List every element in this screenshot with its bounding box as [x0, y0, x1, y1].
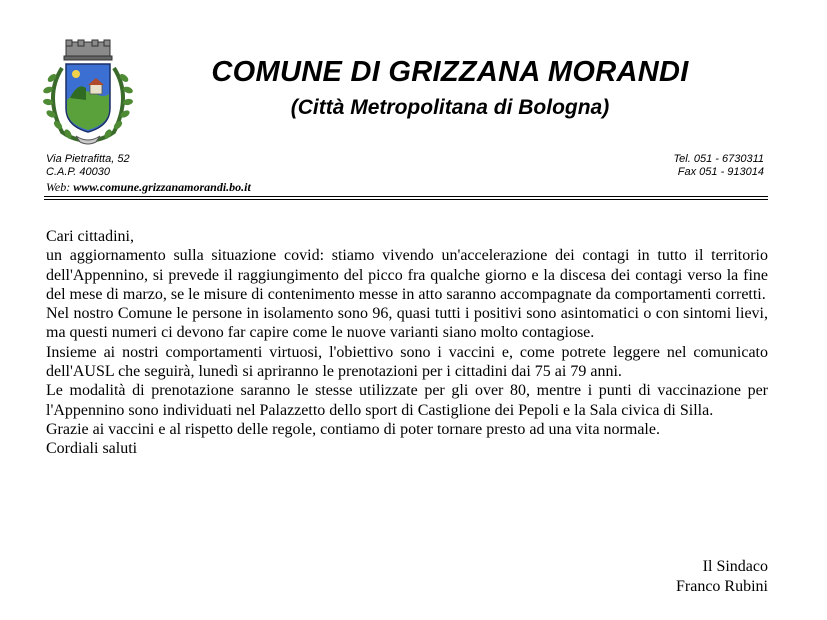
signature-block [676, 557, 768, 597]
letter-paragraph: Nel nostro Comune le persone in isolamento sono 96, quasi tutti i positivi sono asintomatici o con sintomi lievi, ma questi numeri ci devono far capire come le nuove varianti siano molto contagiose. [46, 305, 768, 342]
header-divider-secondary [44, 199, 768, 200]
letter-greeting: Cari cittadini, [46, 228, 134, 245]
address-cap: C.A.P. 40030 [46, 166, 111, 178]
letter-closing: Cordiali saluti [46, 440, 138, 458]
website-link[interactable]: www.comune.grizzanamorandi.bo.it [73, 180, 251, 194]
signature-role: Il Sindaco [702, 558, 768, 575]
municipal-crest-icon [40, 38, 136, 146]
letter-paragraph: Grazie ai vaccini e al rispetto delle regole, contiamo di poter tornare presto ad una vita normale. [46, 420, 660, 438]
letter-paragraph: Le modalità di prenotazione saranno le stesse utilizzate per gli over 80, mentre i punti di vaccinazione per l'Appennino sono individuati nel Palazzetto dello sport di Castiglione dei Pepoli e la Sala civica di Silla. [46, 382, 768, 419]
address-street: Via Pietrafitta, 52 [46, 153, 130, 165]
letter-paragraph: Insieme ai nostri comportamenti virtuosi, l'obiettivo sono i vaccini e, come potrete leggere nel comunicato dell'AUSL che seguirà, lunedì si apriranno le prenotazioni per i cittadini dai 75 ai 79 anni. [46, 343, 768, 381]
page-title: COMUNE DI GRIZZANA MORANDI [211, 56, 689, 88]
signature-name: Franco Rubini [676, 578, 768, 595]
website-line [46, 180, 251, 195]
page-subtitle: (Città Metropolitana di Bologna) [290, 96, 610, 119]
phone-number: Tel. 051 - 6730311 [673, 153, 764, 165]
letter-paragraph: un aggiornamento sulla situazione covid: stiamo vivendo un'accelerazione dei contagi in tutto il territorio dell'Appennino, si prevede il raggiungimento del picco fra qualche giorno e la discesa dei contagi verso la fine del mese di marzo, se le misure di contenimento messe in atto saranno accompagnate da comportamenti corretti. [46, 247, 768, 303]
address-block [46, 153, 130, 179]
website-label: Web: [46, 180, 71, 194]
fax-number: Fax 051 - 913014 [677, 166, 764, 178]
contact-block [673, 153, 764, 179]
header-divider [44, 196, 768, 197]
letter-body [46, 227, 768, 459]
